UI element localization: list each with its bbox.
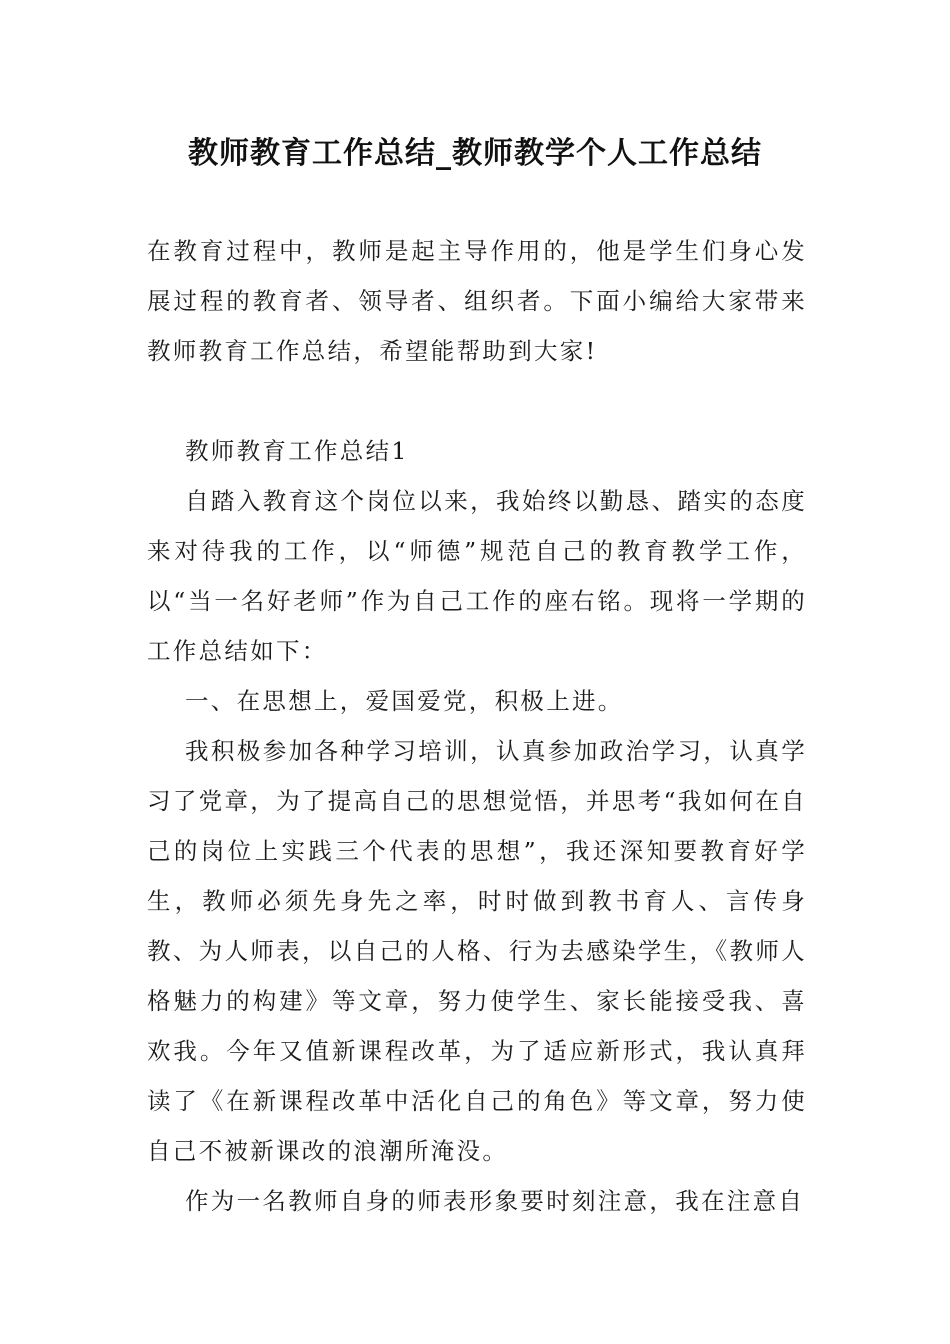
document-title: 教师教育工作总结_教师教学个人工作总结 xyxy=(188,136,762,171)
intro-paragraph: 在教育过程中，教师是起主导作用的，他是学生们身心发展过程的教育者、领导者、组织者。下面小编给大家带来教师教育工作总结，希望能帮助到大家! xyxy=(147,237,807,365)
body-paragraph: 自踏入教育这个岗位以来，我始终以勤恳、踏实的态度来对待我的工作，以“师德”规范自己的教育教学工作，以“当一名好老师”作为自己工作的座右铭。现将一学期的工作总结如下： xyxy=(147,487,807,665)
subsection-heading: 一、在思想上，爱国爱党，积极上进。 xyxy=(185,687,624,715)
body-paragraph: 作为一名教师自身的师表形象要时刻注意，我在注意自 xyxy=(185,1187,805,1215)
section-heading: 教师教育工作总结1 xyxy=(185,437,409,465)
body-paragraph: 我积极参加各种学习培训，认真参加政治学习，认真学习了党章，为了提高自己的思想觉悟，并思考“我如何在自己的岗位上实践三个代表的思想”，我还深知要教育好学生，教师必须先身先之率，时时做到教书育人、言传身教、为人师表，以自己的人格、行为去感染学生，《教师人格魅力的构建》等文章，努力使学生、家长能接受我、喜欢我。今年又值新课程改革，为了适应新形式，我认真拜读了《在新课程改革中活化自己的角色》等文章，努力使自己不被新课改的浪潮所淹没。 xyxy=(147,737,807,1165)
